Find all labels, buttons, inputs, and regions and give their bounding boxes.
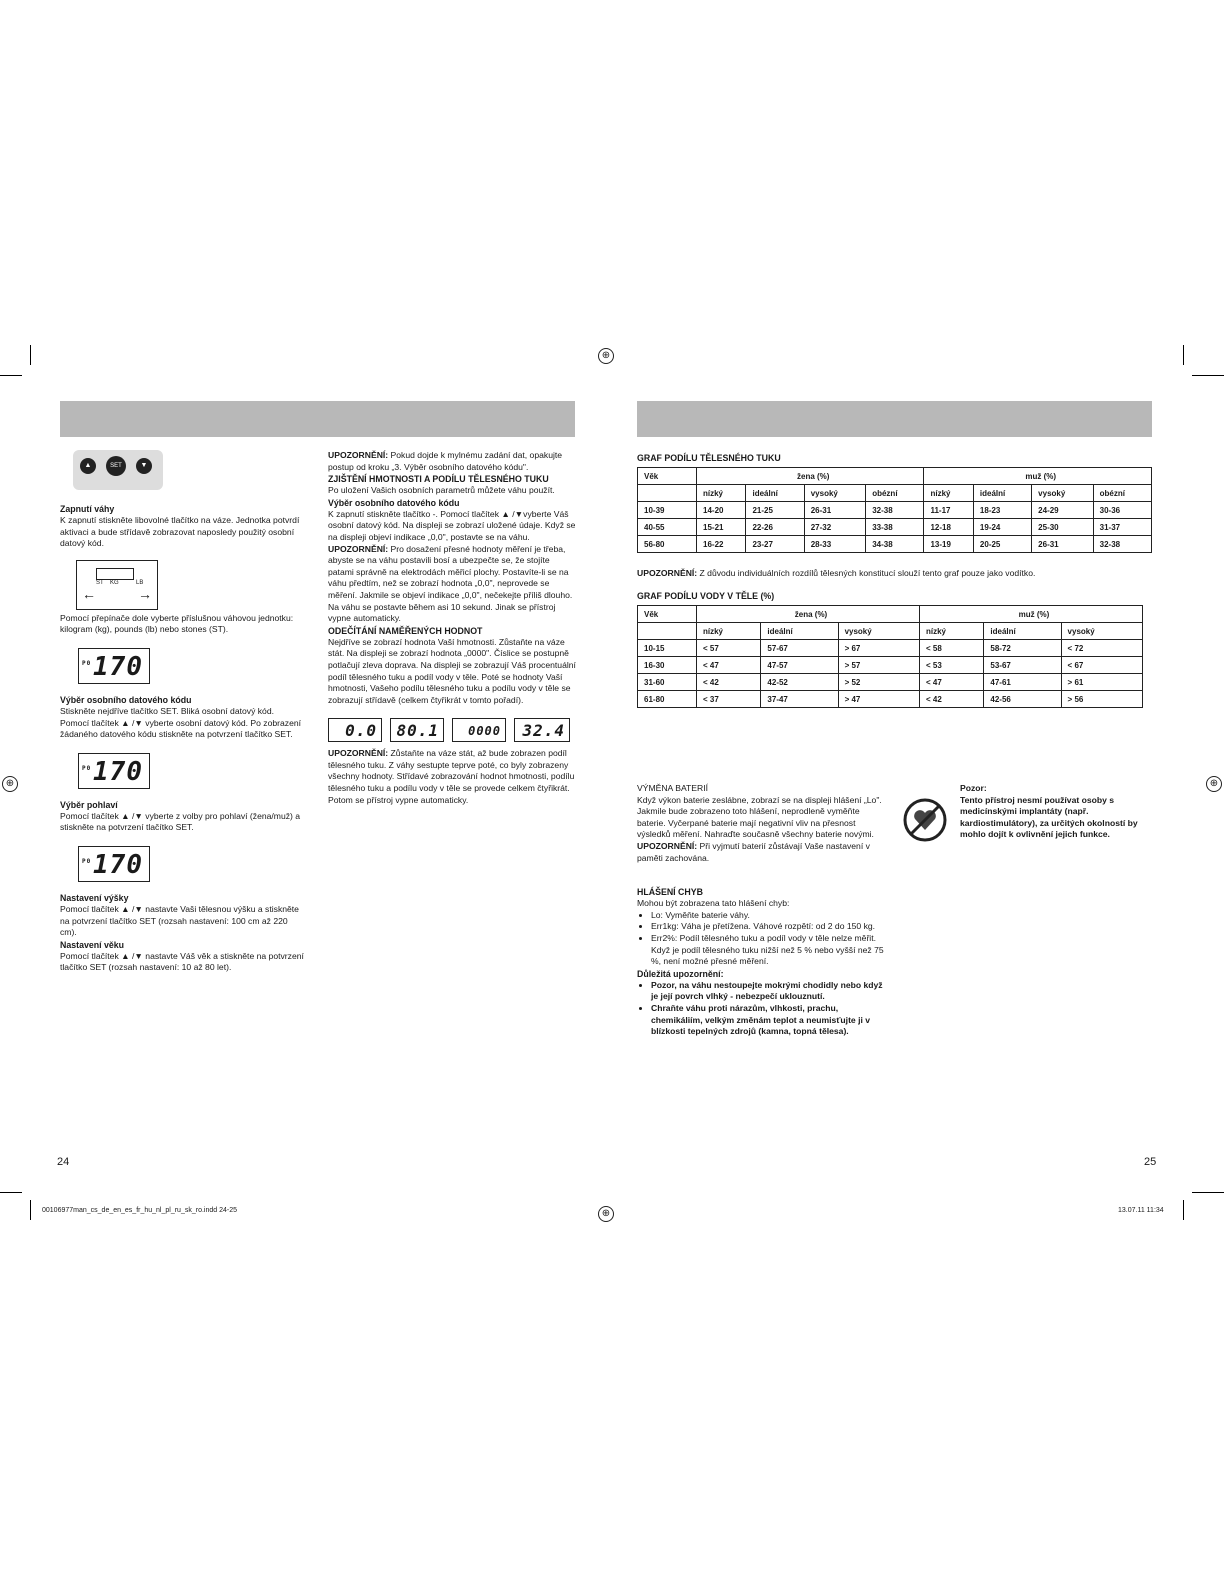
fat-note — [637, 568, 1152, 580]
section-title: Výběr pohlaví — [60, 799, 118, 810]
page-number: 24 — [57, 1156, 70, 1168]
lcd-illustration — [60, 842, 305, 892]
section-body: K zapnutí stiskněte tlačítko -. Pomocí tlačítek ▲ /▼vyberte Váš osobní datový kód. Na displeji se zobrazí uložené údaje. Když se na displeji objeví indikace „0,0", postavte se na váhu. — [328, 508, 576, 542]
table-cell: 11-17 — [924, 502, 973, 519]
display-sequence — [328, 714, 576, 748]
table-subheader: ideální — [746, 485, 804, 502]
table-cell: > 47 — [838, 691, 919, 708]
table-cell: 56-80 — [638, 536, 697, 553]
list-item: • Lo: Vyměňte baterie váhy. — [651, 910, 887, 922]
display-weight-zero: 0.0 — [328, 718, 382, 742]
crop-mark — [1183, 1200, 1184, 1220]
display-weight: 80.1 — [390, 718, 444, 742]
table-subheader-row — [638, 485, 1152, 502]
table-cell: 10-15 — [638, 640, 697, 657]
note — [328, 748, 576, 806]
table-cell: 42-52 — [761, 674, 838, 691]
table-cell: 20-25 — [973, 536, 1031, 553]
section-title: Důležitá upozornění: — [637, 968, 724, 979]
table-cell: 21-25 — [746, 502, 804, 519]
water-table-title: GRAF PODÍLU VODY V TĚLE (%) — [637, 591, 775, 601]
footer-file: 00106977man_cs_de_en_es_fr_hu_nl_pl_ru_sk_ro.indd 24-25 — [42, 1207, 237, 1214]
important-list — [637, 980, 887, 1038]
table-subheader: ideální — [761, 623, 838, 640]
table-row — [638, 519, 1152, 536]
note — [637, 841, 887, 864]
note-text: Pokud dojde k mylnému zadání dat, opakujte postup od kroku „3. Výběr osobního datového kódu". — [328, 450, 563, 472]
section-body: K zapnutí stiskněte libovolné tlačítko na váze. Jednotka potvrdí aktivaci a bude střídavě zobrazovat naposledy použitý osobní datový kód. — [60, 515, 300, 549]
right-header-bar — [637, 401, 1152, 437]
footer-date: 13.07.11 11:34 — [1118, 1207, 1164, 1214]
list-item: • Chraňte váhu proti nárazům, vlhkosti, prachu, chemikáliím, velkým změnám teplot a neumisťujte ji v blízkosti tepelných zdrojů (kamna, topná tělesa). — [651, 1003, 887, 1038]
lcd-value: 170 — [93, 849, 143, 880]
table-cell: < 37 — [697, 691, 761, 708]
table-subheader: nízký — [697, 485, 746, 502]
table-cell: 31-37 — [1093, 519, 1151, 536]
list-item: • Pozor, na váhu nestoupejte mokrými chodidly nebo když je její povrch vlhký - nebezpečí uklouznutí. — [651, 980, 887, 1003]
section-title: Zapnutí váhy — [60, 504, 115, 514]
table-cell: 31-60 — [638, 674, 697, 691]
table-cell: 16-30 — [638, 657, 697, 674]
page-number: 25 — [1144, 1156, 1157, 1168]
table-cell: 16-22 — [697, 536, 746, 553]
table-cell: 32-38 — [1093, 536, 1151, 553]
table-subheader: vysoký — [1061, 623, 1142, 640]
note — [328, 544, 576, 625]
registration-mark-icon: ⊕ — [2, 776, 18, 792]
table-header: muž (%) — [919, 606, 1142, 623]
up-arrow-icon: ▲ — [80, 458, 96, 474]
crop-mark — [1183, 345, 1184, 365]
section-body: Pomocí přepínače dole vyberte příslušnou váhovou jednotku: kilogram (kg), pounds (lb) nebo stones (ST). — [60, 612, 294, 635]
table-cell: < 47 — [697, 657, 761, 674]
fat-table — [637, 467, 1152, 553]
switch-label-lb: LB — [136, 579, 144, 586]
table-cell: 13-19 — [924, 536, 973, 553]
note-label: UPOZORNĚNÍ: — [637, 568, 698, 578]
table-cell: < 42 — [697, 674, 761, 691]
fat-table-title: GRAF PODÍLU TĚLESNÉHO TUKU — [637, 453, 781, 463]
section-title: ODEČÍTÁNÍ NAMĚŘENÝCH HODNOT — [328, 625, 483, 636]
list-item: • Err1kg: Váha je přetížena. Váhové rozpětí: od 2 do 150 kg. — [651, 921, 887, 933]
table-header: žena (%) — [697, 606, 920, 623]
note-label: UPOZORNĚNÍ: — [328, 748, 389, 759]
lcd-unit: P0 — [82, 857, 92, 865]
section-title: VÝMĚNA BATERIÍ — [637, 783, 708, 793]
switch-label-kg: KG — [110, 579, 119, 586]
table-subheader: ideální — [973, 485, 1031, 502]
table-header: muž (%) — [924, 468, 1152, 485]
note-text: Z důvodu individuálních rozdílů tělesných konstitucí slouží tento graf pouze jako vodítko. — [697, 568, 1036, 578]
table-cell: > 52 — [838, 674, 919, 691]
table-subheader: nízký — [697, 623, 761, 640]
table-cell: 22-26 — [746, 519, 804, 536]
table-cell: 10-39 — [638, 502, 697, 519]
lcd-illustration — [60, 749, 305, 799]
button-illustration — [60, 448, 305, 503]
table-subheader: obézní — [1093, 485, 1151, 502]
right-lower-column — [637, 783, 887, 1038]
warning-title: Pozor: — [960, 783, 987, 793]
lcd-unit: P0 — [82, 764, 92, 772]
section-body: Když výkon baterie zeslábne, zobrazí se na displeji hlášení „Lo". Jakmile bude zobrazeno toto hlášení, neprodleně vyměňte baterie. Vyčerpané baterie mají negativní vliv na přesnost výsledků měření. Nahraďte současně všechny baterie novými. — [637, 794, 882, 840]
arrow-left-icon: ← — [82, 585, 96, 602]
table-cell: 28-33 — [804, 536, 865, 553]
section-body: Nejdříve se zobrazí hodnota Vaší hmotnosti. Zůstaňte na váze stát. Na displeji se zobrazí hodnota „0000". Číslice se postupně potlačují zleva doprava. Na displeji se zobrazují Váš procentuální podíl tělesného tuku a podíl vody v těle. Poté se hodnoty Vaší hmotnosti, Vašeho podílu tělesného tuku a podílu vody v těle se zobrazují střídavě (celkem čtyřikrát v tomto pořadí). — [328, 636, 576, 705]
table-subheader: vysoký — [1032, 485, 1093, 502]
table-row — [638, 640, 1143, 657]
left-header-bar — [60, 401, 575, 437]
table-cell: 58-72 — [984, 640, 1061, 657]
table-cell: 42-56 — [984, 691, 1061, 708]
set-button-icon: SET — [106, 456, 126, 476]
table-subheader-row — [638, 623, 1143, 640]
table-cell: > 61 — [1061, 674, 1142, 691]
table-header: žena (%) — [697, 468, 924, 485]
note-label: UPOZORNĚNÍ: — [328, 543, 389, 554]
note-label: UPOZORNĚNÍ: — [328, 450, 389, 460]
section-title: Výběr osobního datového kódu — [328, 497, 460, 508]
section-title: HLÁŠENÍ CHYB — [637, 887, 703, 898]
table-subheader: vysoký — [838, 623, 919, 640]
section-title: Výběr osobního datového kódu — [60, 694, 192, 705]
table-cell: 47-57 — [761, 657, 838, 674]
crop-mark — [0, 375, 22, 376]
section-body: Pomocí tlačítek ▲ /▼ vyberte z volby pro pohlaví (žena/muž) a stiskněte na potvrzení tlačítko SET. — [60, 810, 301, 833]
table-cell: 27-32 — [804, 519, 865, 536]
crop-mark — [0, 1192, 22, 1193]
table-subheader: nízký — [924, 485, 973, 502]
section-title: Nastavení výšky — [60, 892, 129, 903]
table-cell: < 57 — [697, 640, 761, 657]
table-cell: 47-61 — [984, 674, 1061, 691]
table-cell: 12-18 — [924, 519, 973, 536]
section-body: Mohou být zobrazena tato hlášení chyb: — [637, 898, 790, 909]
table-cell: > 57 — [838, 657, 919, 674]
table-subheader: obézní — [866, 485, 924, 502]
registration-mark-icon: ⊕ — [1206, 776, 1222, 792]
display-zeros: 0000 — [452, 718, 506, 742]
table-cell: 30-36 — [1093, 502, 1151, 519]
note-label: UPOZORNĚNÍ: — [637, 840, 698, 851]
table-cell: 61-80 — [638, 691, 697, 708]
table-cell: > 67 — [838, 640, 919, 657]
table-cell: 25-30 — [1032, 519, 1093, 536]
section-body: Stiskněte nejdříve tlačítko SET. Bliká osobní datový kód. Pomocí tlačítek ▲ /▼ vyberte osobní datový kód. Po zobrazení žádaného datového kódu stiskněte na potvrzení tlačítko SET. — [60, 705, 302, 740]
errors-list — [637, 910, 887, 968]
lcd-illustration — [60, 644, 305, 694]
table-cell: < 53 — [919, 657, 983, 674]
unit-switch-illustration — [60, 558, 305, 613]
registration-mark-icon: ⊕ — [598, 348, 614, 364]
table-cell: 33-38 — [866, 519, 924, 536]
table-header: Věk — [638, 606, 697, 623]
warning-body: Tento přístroj nesmí používat osoby s medicínskými implantáty (např. kardiostimulátory), za určitých okolností by mohlo dojít k ovlivnění jejich funkce. — [960, 794, 1138, 840]
table-cell: 26-31 — [1032, 536, 1093, 553]
note-text: Při vyjmutí baterií zůstávají Vaše nastavení v paměti zachována. — [637, 840, 870, 863]
table-subheader: vysoký — [804, 485, 865, 502]
list-item: • Err2%: Podíl tělesného tuku a podíl vody v těle nelze měřit. Když je podíl tělesného tuku nižší než 5 % nebo vyšší než 75 %, není možné přesné měření. — [651, 933, 887, 968]
crop-mark — [1192, 1192, 1224, 1193]
section-body: Pomocí tlačítek ▲ /▼ nastavte Vaši tělesnou výšku a stiskněte na potvrzení tlačítko SET (rozsah nastavení: 100 cm až 220 cm). — [60, 903, 299, 938]
table-row — [638, 536, 1152, 553]
crop-mark — [30, 1200, 31, 1220]
table-cell: 14-20 — [697, 502, 746, 519]
note-text: Zůstaňte na váze stát, až bude zobrazen podíl tělesného tuku. Z váhy sestupte teprve poté, co byly zobrazeny všechny hodnoty. Střídavé zobrazování hodnot hmotnosti, podílu tělesného tuku a podílu vody v těle se provede celkem čtyřikrát. Potom se přístroj vypne automaticky. — [328, 748, 575, 805]
registration-mark-icon: ⊕ — [598, 1206, 614, 1222]
section-title: Nastavení věku — [60, 939, 125, 950]
section-body: Po uložení Vašich osobních parametrů můžete váhu použít. — [328, 485, 555, 496]
table-cell: 57-67 — [761, 640, 838, 657]
left-column — [60, 448, 305, 974]
arrow-right-icon: → — [138, 585, 152, 602]
table-row — [638, 691, 1143, 708]
table-cell: < 72 — [1061, 640, 1142, 657]
table-cell: 23-27 — [746, 536, 804, 553]
no-pacemaker-icon — [903, 798, 947, 842]
water-table — [637, 605, 1143, 708]
lcd-unit: P0 — [82, 659, 92, 667]
table-row — [638, 674, 1143, 691]
table-cell: 40-55 — [638, 519, 697, 536]
table-cell: < 47 — [919, 674, 983, 691]
table-cell: < 67 — [1061, 657, 1142, 674]
section-title: ZJIŠTĚNÍ HMOTNOSTI A PODÍLU TĚLESNÉHO TUKU — [328, 474, 549, 485]
table-row — [638, 502, 1152, 519]
table-subheader: nízký — [919, 623, 983, 640]
table-cell: < 58 — [919, 640, 983, 657]
table-cell: 37-47 — [761, 691, 838, 708]
lcd-value: 170 — [93, 756, 143, 787]
note — [328, 450, 576, 473]
table-cell: 34-38 — [866, 536, 924, 553]
table-cell: 32-38 — [866, 502, 924, 519]
table-cell: 15-21 — [697, 519, 746, 536]
display-fat: 32.4 — [514, 718, 570, 742]
table-subheader: ideální — [984, 623, 1061, 640]
table-row — [638, 657, 1143, 674]
table-cell: 18-23 — [973, 502, 1031, 519]
crop-mark — [1192, 375, 1224, 376]
table-cell: 53-67 — [984, 657, 1061, 674]
warning-box — [960, 783, 1140, 841]
section-body: Pomocí tlačítek ▲ /▼ nastavte Váš věk a stiskněte na potvrzení tlačítko SET (rozsah nastavení: 10 až 80 let). — [60, 950, 304, 973]
switch-label-st: ST — [96, 579, 104, 586]
table-cell: 24-29 — [1032, 502, 1093, 519]
crop-mark — [30, 345, 31, 365]
middle-column — [328, 450, 576, 806]
table-header: Věk — [638, 468, 697, 485]
table-cell: < 42 — [919, 691, 983, 708]
lcd-value: 170 — [93, 651, 143, 682]
down-arrow-icon: ▼ — [136, 458, 152, 474]
table-cell: 26-31 — [804, 502, 865, 519]
note-text: Pro dosažení přesné hodnoty měření je třeba, abyste se na váhu postavili bosí a ubezpečte se, že stojíte patami správně na elektrodách měřicí plochy. Postavíte-li se na váhu předtím, než se zobrazí hodnota „0,0", neprovede se měření. Jakmile se objeví indikace „0,0", nečekejte příliš dlouho. Na váhu se postavte během asi 10 sekund. Jinak se přístroj vypne automaticky. — [328, 543, 573, 624]
table-cell: > 56 — [1061, 691, 1142, 708]
table-cell: 19-24 — [973, 519, 1031, 536]
